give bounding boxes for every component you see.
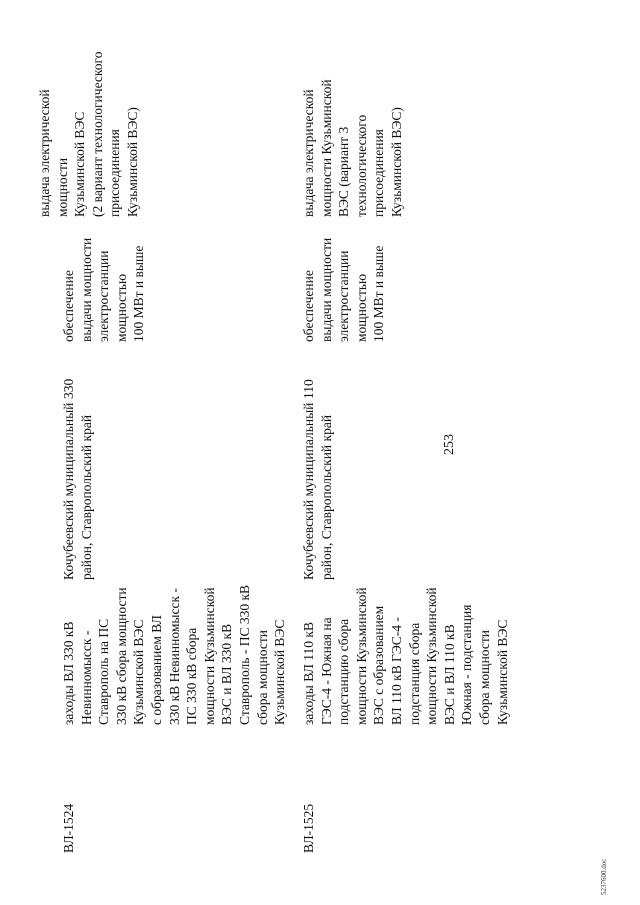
object-voltage: 110 — [301, 379, 316, 399]
object-purpose: обеспечение выдачи мощности электростанции мощностью 100 МВт и выше — [301, 237, 387, 342]
object-note: выдача электрической мощности Кузьминской ВЭС (2 вариант технологического присоединения Кузьминской ВЭС) — [37, 51, 140, 217]
object-name: заходы ВЛ 110 кВ ГЭС-4 - Южная на подстанцию сбора мощности Кузьминской ВЭС с образованием ВЛ 110 кВ ГЭС-4 - подстанция сбора мощности Кузьминской ВЭС и ВЛ 110 кВ Южная - подстанция сбора мощности Кузьминской ВЭС — [301, 587, 510, 725]
footer-file-code: 5237600.doc — [600, 858, 608, 895]
object-location: Кочубеевский муниципальный район, Ставропольский край — [301, 402, 334, 580]
page-number: 253 — [442, 434, 457, 455]
object-purpose: обеспечение выдачи мощности электростанции мощностью 100 МВт и выше — [61, 237, 147, 342]
object-note: выдача электрической мощности Кузьминской ВЭС (вариант 3 технологического присоединения Кузьминской ВЭС) — [301, 79, 404, 217]
object-voltage: 330 — [61, 378, 76, 399]
object-name: заходы ВЛ 330 кВ Невинномысск - Ставрополь на ПС 330 кВ сбора мощности Кузьминской ВЭС с образованием ВЛ 330 кВ Невинномысск - ПС 330 кВ сбора мощности Кузьминской ВЭС и ВЛ 330 кВ Ставрополь - ПС 330 кВ сбора мощности Кузьминской ВЭС — [61, 584, 288, 725]
object-code: ВЛ-1525 — [301, 803, 316, 853]
object-code: ВЛ-1524 — [61, 803, 76, 853]
object-location: Кочубеевский муниципальный район, Ставропольский край — [61, 402, 94, 580]
